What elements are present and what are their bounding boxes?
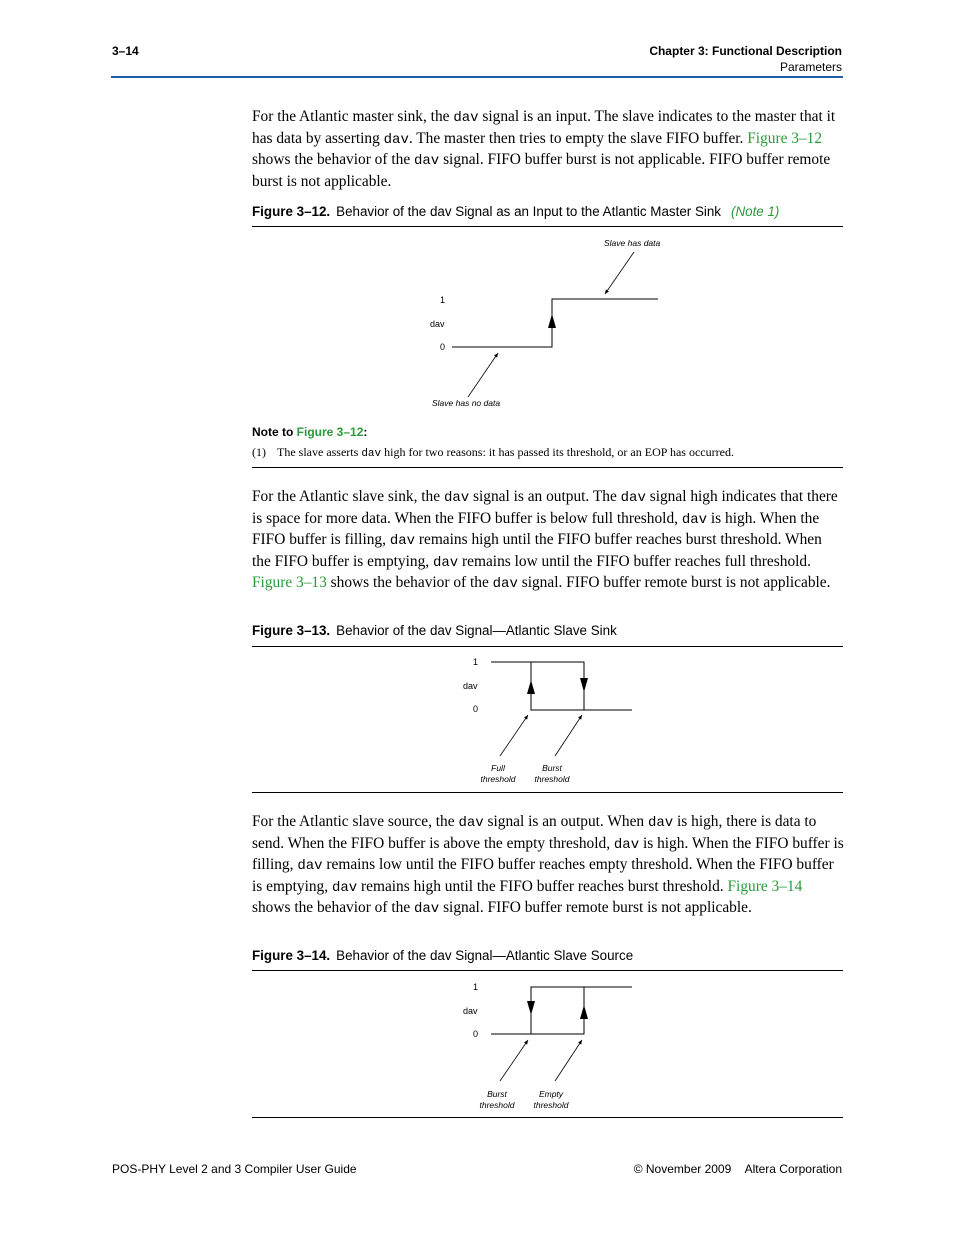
fig14-dav-label: dav xyxy=(463,1006,478,1016)
chapter-title: Chapter 3: Functional Description xyxy=(649,44,842,58)
fig14-waveform-low xyxy=(491,987,584,1034)
fig14-burst-threshold-pointer xyxy=(500,1040,528,1081)
fig12-dav-label: dav xyxy=(430,319,445,329)
fig14-falling-arrow xyxy=(527,1001,535,1015)
note-figure-link[interactable]: Figure 3–12 xyxy=(296,425,364,439)
figure-3-13-link[interactable]: Figure 3–13 xyxy=(252,574,327,592)
fig13-ann-burst: Burst xyxy=(542,763,562,773)
fig12-waveform xyxy=(452,299,658,347)
running-header xyxy=(649,43,842,75)
fig13-falling-arrow xyxy=(580,678,588,692)
fig12-y1-label: 1 xyxy=(440,295,446,305)
figure-3-12-diagram xyxy=(400,232,680,412)
fig12-slave-no-data-pointer xyxy=(468,353,498,397)
header-rule xyxy=(111,76,843,78)
figure-3-14-title: Behavior of the dav Signal—Atlantic Slave Source xyxy=(336,948,634,963)
footer-right xyxy=(634,1162,842,1176)
figure-3-14-top-rule xyxy=(252,970,843,971)
fig14-ann-burst-threshold: threshold xyxy=(479,1100,515,1110)
fig13-y0-label: 0 xyxy=(473,704,479,714)
fig14-ann-burst: Burst xyxy=(487,1089,507,1099)
fig12-slave-has-data-pointer xyxy=(605,252,634,294)
paragraph-slave-source: For the Atlantic slave source, the dav signal is an output. When dav is high, there is data to send. When the FIFO buffer is above the empty threshold, dav is high. When the FIFO buffer is filling, dav remains low until the FIFO buffer reaches empty threshold. When the FIFO buffer is emptying, dav remains high until the FIFO buffer reaches burst threshold. Figure 3–14 shows the behavior of the dav signal. FIFO buffer remote burst is not applicable. xyxy=(252,813,844,918)
fig12-rising-edge-arrow xyxy=(548,314,556,328)
note-title: Note to Figure 3–12: xyxy=(252,425,368,439)
paragraph-master-sink: For the Atlantic master sink, the dav signal is an input. The slave indicates to the master that it has data by asserting dav. The master then tries to empty the slave FIFO buffer. Figure 3–12 shows the behavior of the dav signal. FIFO buffer burst is not applicable. FIFO buffer remote burst is not applicable. xyxy=(252,108,836,190)
figure-3-12-top-rule xyxy=(252,226,843,227)
figure-3-13-title: Behavior of the dav Signal—Atlantic Slave Sink xyxy=(336,623,617,638)
figure-3-12-bottom-rule xyxy=(252,467,843,468)
note-1-text: (1) The slave asserts dav high for two reasons: it has passed its threshold, or an EOP has occurred. xyxy=(252,445,734,460)
fig13-ann-full-threshold: threshold xyxy=(480,774,516,784)
fig13-burst-threshold-pointer xyxy=(555,715,582,756)
page-number: 3–14 xyxy=(112,44,139,58)
figure-3-14-diagram xyxy=(440,977,640,1113)
fig12-annotation-no-data: Slave has no data xyxy=(432,398,501,408)
fig14-empty-threshold-pointer xyxy=(555,1040,582,1081)
figure-3-12-label: Figure 3–12. xyxy=(252,204,331,219)
figure-3-13-diagram xyxy=(440,652,640,788)
figure-3-13-caption xyxy=(252,623,617,638)
figure-3-12-caption xyxy=(252,204,779,219)
footer-date: © November 2009 xyxy=(633,1162,732,1176)
fig14-ann-empty: Empty xyxy=(538,1089,564,1099)
footer-guide-title: POS-PHY Level 2 and 3 Compiler User Guide xyxy=(112,1162,357,1176)
figure-3-14-link[interactable]: Figure 3–14 xyxy=(727,877,803,895)
section-title: Parameters xyxy=(779,60,842,74)
fig13-rising-arrow xyxy=(527,680,535,694)
fig14-rising-arrow xyxy=(580,1005,588,1019)
fig12-y0-label: 0 xyxy=(440,342,446,352)
fig14-y1-label: 1 xyxy=(473,982,479,992)
figure-3-14-caption xyxy=(252,948,633,963)
figure-3-14-bottom-rule xyxy=(252,1117,843,1118)
fig13-dav-label: dav xyxy=(463,681,478,691)
figure-3-13-bottom-rule xyxy=(252,792,843,793)
figure-3-12-title: Behavior of the dav Signal as an Input to the Atlantic Master Sink xyxy=(336,204,721,219)
fig13-waveform-high xyxy=(491,662,584,710)
note-1-link[interactable]: (Note 1) xyxy=(731,204,780,219)
fig13-full-threshold-pointer xyxy=(500,715,528,756)
fig13-ann-full: Full xyxy=(491,763,505,773)
figure-3-13-top-rule xyxy=(252,646,843,647)
figure-3-13-label: Figure 3–13. xyxy=(252,623,331,638)
fig12-annotation-has-data: Slave has data xyxy=(604,238,661,248)
fig14-ann-empty-threshold: threshold xyxy=(533,1100,569,1110)
fig13-y1-label: 1 xyxy=(473,657,479,667)
figure-3-12-link[interactable]: Figure 3–12 xyxy=(747,129,823,147)
fig14-y0-label: 0 xyxy=(473,1029,479,1039)
footer-company: Altera Corporation xyxy=(744,1162,842,1176)
fig13-ann-burst-threshold: threshold xyxy=(534,774,570,784)
figure-3-14-label: Figure 3–14. xyxy=(252,948,331,963)
paragraph-slave-sink: For the Atlantic slave sink, the dav signal is an output. The dav signal high indicates that there is space for more data. When the FIFO buffer is below full threshold, dav is high. When the FIFO buffer is filling, dav remains high until the FIFO buffer reaches burst threshold. When the FIFO buffer is emptying, dav remains low until the FIFO buffer reaches full threshold. Figure 3–13 shows the behavior of the dav signal. FIFO buffer remote burst is not applicable. xyxy=(252,488,838,593)
